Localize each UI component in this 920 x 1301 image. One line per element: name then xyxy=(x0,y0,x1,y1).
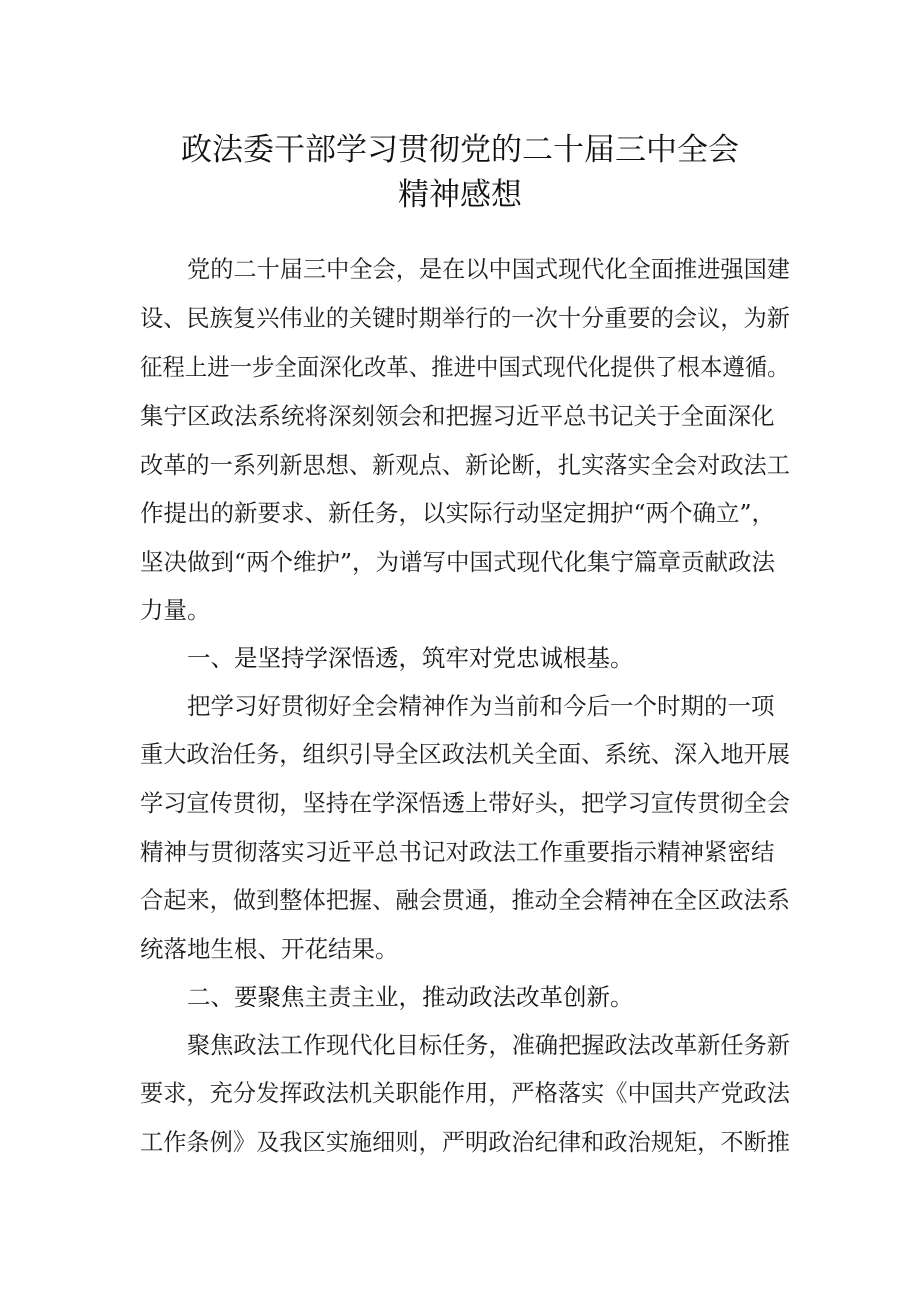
document-title-line-1: 政法委干部学习贯彻党的二十届三中全会 xyxy=(181,132,739,168)
paragraph-line: 重大政治任务，组织引导全区政法机关全面、系统、深入地开展 xyxy=(140,740,790,768)
document-title-line-2: 精神感想 xyxy=(398,177,522,213)
section-heading-2: 二、要聚焦主责主业，推动政法改革创新。 xyxy=(187,983,634,1011)
paragraph-line: 征程上进一步全面深化改革、推进中国式现代化提供了根本遵循。 xyxy=(140,353,790,381)
paragraph-line: 党的二十届三中全会，是在以中国式现代化全面推进强国建 xyxy=(187,255,790,283)
paragraph-line: 集宁区政法系统将深刻领会和把握习近平总书记关于全面深化 xyxy=(140,402,775,430)
paragraph-line: 改革的一系列新思想、新观点、新论断，扎实落实全会对政法工 xyxy=(140,451,790,479)
paragraph-line: 合起来，做到整体把握、融会贯通，推动全会精神在全区政法系 xyxy=(140,886,790,914)
section-heading-1: 一、是坚持学深悟透，筑牢对党忠诚根基。 xyxy=(187,644,634,672)
paragraph-line: 力量。 xyxy=(140,596,211,624)
paragraph-line: 聚焦政法工作现代化目标任务，准确把握政法改革新任务新 xyxy=(187,1031,790,1059)
paragraph-line: 坚决做到“两个维护”，为谱写中国式现代化集宁篇章贡献政法 xyxy=(140,548,776,576)
paragraph-line: 工作条例》及我区实施细则，严明政治纪律和政治规矩，不断推 xyxy=(140,1128,790,1156)
paragraph-line: 学习宣传贯彻，坚持在学深悟透上带好头，把学习宣传贯彻全会 xyxy=(140,789,790,817)
paragraph-line: 精神与贯彻落实习近平总书记对政法工作重要指示精神紧密结 xyxy=(140,838,775,866)
paragraph-line: 把学习好贯彻好全会精神作为当前和今后一个时期的一项 xyxy=(187,692,775,720)
paragraph-line: 设、民族复兴伟业的关键时期举行的一次十分重要的会议，为新 xyxy=(140,304,790,332)
paragraph-line: 统落地生根、开花结果。 xyxy=(140,935,399,963)
paragraph-line: 作提出的新要求、新任务，以实际行动坚定拥护“两个确立”， xyxy=(140,499,776,527)
paragraph-line: 要求，充分发挥政法机关职能作用，严格落实《中国共产党政法 xyxy=(140,1079,790,1107)
